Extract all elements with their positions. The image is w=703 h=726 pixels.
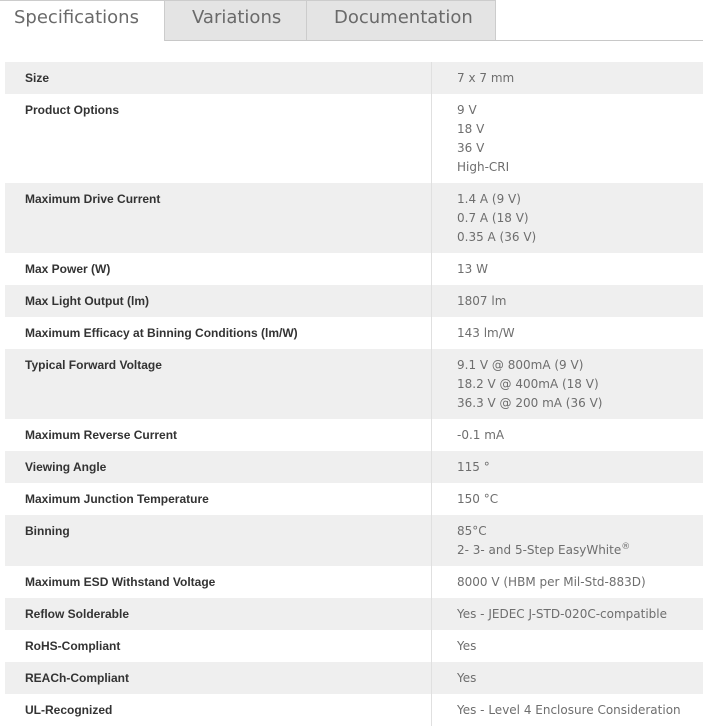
spec-value xyxy=(432,483,703,515)
spec-label: UL-Recognized xyxy=(5,694,432,726)
spec-value-line xyxy=(457,356,683,375)
spec-value xyxy=(432,515,703,566)
spec-label: Viewing Angle xyxy=(5,451,432,483)
spec-value-text: 1807 lm xyxy=(457,294,506,308)
spec-value-text: 18.2 V @ 400mA (18 V) xyxy=(457,377,599,391)
spec-value xyxy=(432,183,703,253)
spec-value xyxy=(432,630,703,662)
spec-value xyxy=(432,349,703,419)
spec-value xyxy=(432,451,703,483)
table-row xyxy=(5,566,703,598)
spec-value-text: 1.4 A (9 V) xyxy=(457,192,521,206)
spec-value-text: 7 x 7 mm xyxy=(457,71,514,85)
spec-value xyxy=(432,253,703,285)
spec-value-line xyxy=(457,209,683,228)
spec-value-line xyxy=(457,228,683,247)
spec-value-line xyxy=(457,158,683,177)
table-row xyxy=(5,419,703,451)
spec-value-text: Yes xyxy=(457,639,476,653)
spec-value-line xyxy=(457,324,683,343)
spec-value-text: 143 lm/W xyxy=(457,326,515,340)
spec-value xyxy=(432,285,703,317)
spec-label: Typical Forward Voltage xyxy=(5,349,432,419)
table-row xyxy=(5,598,703,630)
spec-label: Max Light Output (lm) xyxy=(5,285,432,317)
spec-value-line xyxy=(457,637,683,656)
spec-value-text: 9 V xyxy=(457,103,477,117)
spec-value-text: 36 V xyxy=(457,141,484,155)
spec-label: REACh-Compliant xyxy=(5,662,432,694)
tab-specifications[interactable]: Specifications xyxy=(0,0,165,41)
spec-value-text: Yes - JEDEC J-STD-020C-compatible xyxy=(457,607,667,621)
spec-value-line xyxy=(457,375,683,394)
table-row xyxy=(5,349,703,419)
spec-value-line xyxy=(457,458,683,477)
table-row xyxy=(5,253,703,285)
spec-value-line xyxy=(457,120,683,139)
spec-value-text: Yes xyxy=(457,671,476,685)
spec-value-text: 9.1 V @ 800mA (9 V) xyxy=(457,358,583,372)
spec-label: Reflow Solderable xyxy=(5,598,432,630)
table-row xyxy=(5,183,703,253)
spec-value xyxy=(432,598,703,630)
specifications-table xyxy=(5,62,703,726)
spec-value-line xyxy=(457,292,683,311)
spec-value xyxy=(432,317,703,349)
spec-value-text: 36.3 V @ 200 mA (36 V) xyxy=(457,396,602,410)
spec-value-text: 115 ° xyxy=(457,460,490,474)
table-row xyxy=(5,317,703,349)
spec-value-text: Yes - Level 4 Enclosure Consideration xyxy=(457,703,681,717)
spec-value-line xyxy=(457,605,683,624)
spec-label: Maximum ESD Withstand Voltage xyxy=(5,566,432,598)
registered-trademark-mark: ® xyxy=(621,542,630,552)
spec-label: Maximum Reverse Current xyxy=(5,419,432,451)
spec-label: Maximum Drive Current xyxy=(5,183,432,253)
spec-value xyxy=(432,662,703,694)
spec-label: Size xyxy=(5,62,432,94)
table-row xyxy=(5,662,703,694)
table-row xyxy=(5,62,703,94)
tab-bar xyxy=(0,0,703,41)
table-row xyxy=(5,630,703,662)
spec-value xyxy=(432,94,703,183)
spec-label: Maximum Junction Temperature xyxy=(5,483,432,515)
spec-value xyxy=(432,566,703,598)
spec-value-text: 0.7 A (18 V) xyxy=(457,211,529,225)
spec-label: Binning xyxy=(5,515,432,566)
spec-value-line xyxy=(457,669,683,688)
tab-variations[interactable]: Variations xyxy=(164,0,307,40)
spec-value-line xyxy=(457,139,683,158)
spec-value xyxy=(432,62,703,94)
spec-value-text: 0.35 A (36 V) xyxy=(457,230,536,244)
spec-value-line xyxy=(457,101,683,120)
table-row xyxy=(5,285,703,317)
spec-value-text: 2- 3- and 5-Step EasyWhite xyxy=(457,543,621,557)
spec-value-line xyxy=(457,69,683,88)
spec-value-line xyxy=(457,573,683,592)
spec-value-text: -0.1 mA xyxy=(457,428,504,442)
spec-value-line xyxy=(457,394,683,413)
spec-value-text: 13 W xyxy=(457,262,488,276)
spec-value-line xyxy=(457,490,683,509)
table-row xyxy=(5,94,703,183)
spec-value-line xyxy=(457,701,683,720)
spec-label: Maximum Efficacy at Binning Conditions (lm/W) xyxy=(5,317,432,349)
tab-documentation[interactable]: Documentation xyxy=(306,0,496,40)
spec-value-line xyxy=(457,260,683,279)
spec-label: Product Options xyxy=(5,94,432,183)
spec-value-text: High-CRI xyxy=(457,160,509,174)
spec-value xyxy=(432,419,703,451)
table-row xyxy=(5,451,703,483)
spec-label: RoHS-Compliant xyxy=(5,630,432,662)
spec-value-text: 85°C xyxy=(457,524,487,538)
spec-value-text: 150 °C xyxy=(457,492,498,506)
spec-value-line xyxy=(457,190,683,209)
table-row xyxy=(5,483,703,515)
spec-value-text: 8000 V (HBM per Mil-Std-883D) xyxy=(457,575,646,589)
spec-value-line xyxy=(457,541,683,560)
spec-label: Max Power (W) xyxy=(5,253,432,285)
table-row xyxy=(5,515,703,566)
spec-value-line xyxy=(457,522,683,541)
spec-value-line xyxy=(457,426,683,445)
spec-value-text: 18 V xyxy=(457,122,484,136)
